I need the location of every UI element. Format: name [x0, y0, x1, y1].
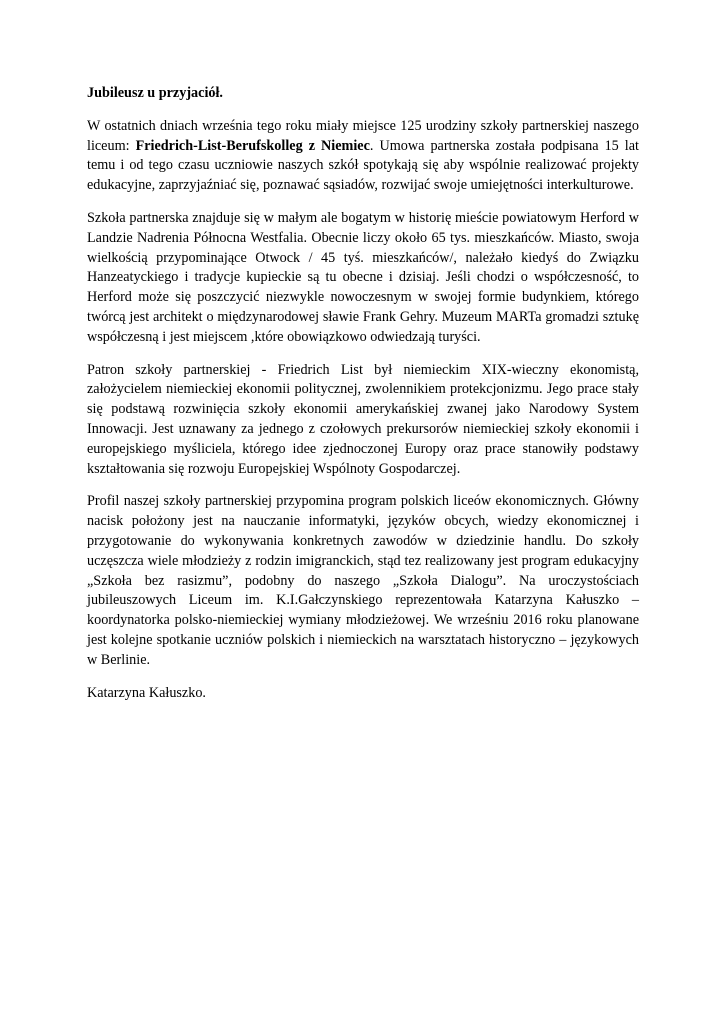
document-page [87, 84, 639, 716]
paragraph-profile: Profil naszej szkoły partnerskiej przypomina program polskich liceów ekonomicznych. Główny nacisk położony jest na nauczanie informatyki, języków obcych, wiedzy ekonomicznej i przygotowanie do wykonywania konkretnych zawodów w dziedzinie handlu. Do szkoły uczęszcza wiele młodzieży z rodzin imigranckich, stąd tez realizowany jest program edukacyjny „Szkoła bez rasizmu”, podobny do naszego „Szkoła Dialogu”. Na uroczystościach jubileuszowych Liceum im. K.I.Gałczynskiego reprezentowała Katarzyna Kałuszko – koordynatorka polsko-niemieckiej wymiany młodzieżowej. We wrześniu 2016 roku planowane jest kolejne spotkanie uczniów polskich i niemieckich na warsztatach historyczno – językowych w Berlinie. [87, 493, 639, 668]
signature: Katarzyna Kałuszko. [87, 684, 206, 701]
paragraph-intro-text-start: W ostatnich dniach września tego roku miały miejsce 125 urodziny szkoły partnerskiej naszego liceum: [87, 117, 639, 154]
paragraph-city: Szkoła partnerska znajduje się w małym ale bogatym w historię mieście powiatowym Herford w Landzie Nadrenia Północna Westfalia. Obecnie liczy około 65 tys. mieszkańców. Miasto, swoja wielkością przypominające Otwock / 45 tyś. mieszkańców/, należało kiedyś do Związku Hanzeatyckiego i tradycje kupieckie są tu obecne i dzisiaj. Jeśli chodzi o współczesność, to Herford może się poszczycić niezwykle nowoczesnym w swojej formie budynkiem, którego twórcą jest architekt o międzynarodowej sławie Frank Gehry. Muzeum MARTa gromadzi sztukę współczesną i jest miejscem ,które obowiązkowo odwiedzają turyści. [87, 209, 639, 345]
paragraph-intro-text-end: . Umowa partnerska została podpisana 15 lat temu i od tego czasu uczniowie naszych szkół spotykają się aby wspólnie realizować projekty edukacyjne, zaprzyjaźniać się, poznawać sąsiadów, rozwijać swoje umiejętności interkulturowe. [87, 137, 639, 194]
school-name-bold: Friedrich-List-Berufskolleg z Niemiec [135, 137, 370, 154]
paragraph-patron: Patron szkoły partnerskiej - Friedrich List był niemieckim XIX-wieczny ekonomistą, założycielem niemieckiej ekonomii politycznej, zwolennikiem protekcjonizmu. Jego prace stały się podstawą rozwinięcia szkoły ekonomii amerykańskiej zwanej jako Narodowy System Innowacji. Jest uznawany za jednego z czołowych prekursorów niemieckiej szkoły ekonomii i europejskiego myśliciela, którego idee zjednoczonej Europy oraz prace stanowiły podstawy kształtowania się rozwoju Europejskiej Wspólnoty Gospodarczej. [87, 361, 639, 477]
paragraph-intro [87, 117, 639, 196]
document-title: Jubileusz u przyjaciół. [87, 85, 223, 101]
